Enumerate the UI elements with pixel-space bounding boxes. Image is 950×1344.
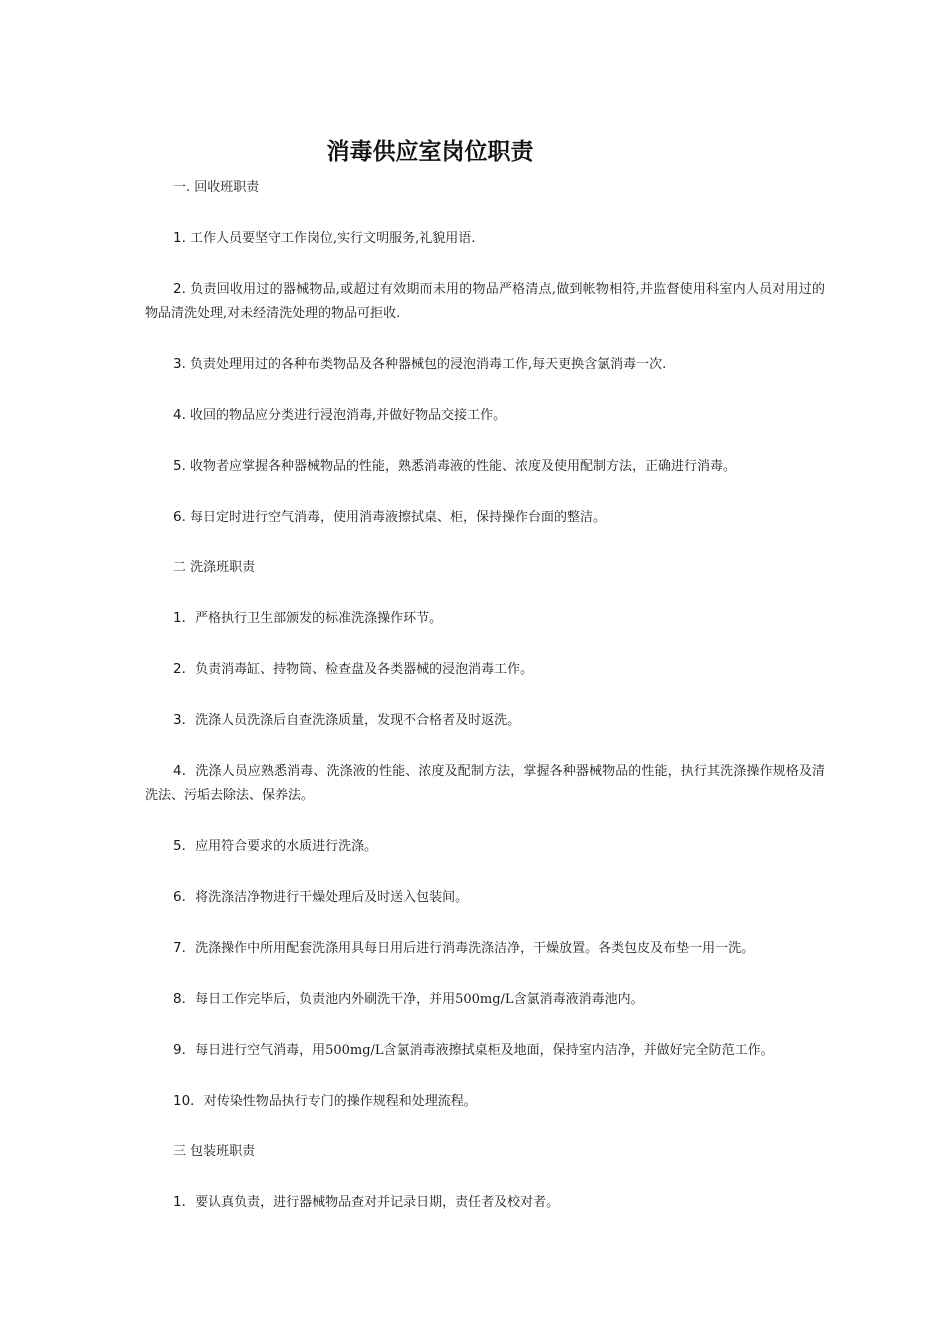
item-text: 严格执行卫生部颁发的标准洗涤操作环节。 <box>195 611 443 626</box>
duty-item <box>145 759 825 808</box>
item-text: 洗涤人员应熟悉消毒、洗涤液的性能、浓度及配制方法，掌握各种器械物品的性能，执行其洗涤操作规格及清洗法、污垢去除法、保养法。 <box>145 764 825 803</box>
duty-item <box>145 885 825 910</box>
item-number: 6． <box>173 889 196 905</box>
item-number: 4. <box>173 407 186 423</box>
item-number: 6. <box>173 509 186 525</box>
document-title: 消毒供应室岗位职责 <box>326 138 534 165</box>
duty-item <box>145 454 825 479</box>
section-heading <box>145 176 825 200</box>
duty-item <box>145 403 825 428</box>
duty-item <box>145 708 825 733</box>
item-number: 2. <box>173 281 186 297</box>
item-number: 8． <box>173 991 196 1007</box>
duty-item <box>145 226 825 251</box>
item-text: 应用符合要求的水质进行洗涤。 <box>195 839 378 854</box>
item-text: 收物者应掌握各种器械物品的性能，熟悉消毒液的性能、浓度及使用配制方法，正确进行消毒。 <box>185 459 737 474</box>
duty-item <box>145 277 825 326</box>
item-number: 1． <box>173 610 196 626</box>
item-number: 7． <box>173 940 196 956</box>
duty-item <box>145 606 825 631</box>
item-text: 每日定时进行空气消毒，使用消毒液擦拭桌、柜，保持操作台面的整洁。 <box>185 510 607 525</box>
duty-item <box>145 505 825 530</box>
section-heading <box>145 1140 825 1164</box>
item-number: 5． <box>173 838 196 854</box>
item-text: 工作人员要坚守工作岗位,实行文明服务,礼貌用语. <box>185 231 476 246</box>
duty-item <box>145 936 825 961</box>
item-text: 每日工作完毕后，负责池内外刷洗干净，并用500mg/L含氯消毒液消毒池内。 <box>195 992 644 1007</box>
item-text: 每日进行空气消毒，用500mg/L含氯消毒液擦拭桌柜及地面，保持室内洁净，并做好完全防范工作。 <box>195 1043 774 1058</box>
duty-item <box>145 1038 825 1063</box>
item-number: 3. <box>173 356 186 372</box>
item-text: 负责处理用过的各种布类物品及各种器械包的浸泡消毒工作,每天更换含氯消毒一次. <box>185 357 667 372</box>
item-text: 洗涤操作中所用配套洗涤用具每日用后进行消毒洗涤洁净，干燥放置。各类包皮及布垫一用一洗。 <box>195 941 755 956</box>
item-number: 10． <box>173 1093 204 1109</box>
item-number: 2． <box>173 661 196 677</box>
duty-item <box>145 1089 825 1114</box>
item-number: 4． <box>173 763 196 779</box>
item-text: 要认真负责，进行器械物品查对并记录日期，责任者及校对者。 <box>195 1195 560 1210</box>
duty-item <box>145 834 825 859</box>
item-text: 收回的物品应分类进行浸泡消毒,并做好物品交接工作。 <box>185 408 507 423</box>
duty-item <box>145 352 825 377</box>
item-number: 3． <box>173 712 196 728</box>
section-heading-text: 一. 回收班职责 <box>173 180 260 195</box>
item-text: 洗涤人员洗涤后自查洗涤质量，发现不合格者及时返洗。 <box>195 713 521 728</box>
item-text: 对传染性物品执行专门的操作规程和处理流程。 <box>203 1094 477 1109</box>
section-heading <box>145 556 825 580</box>
duty-item <box>145 657 825 682</box>
item-number: 1． <box>173 1194 196 1210</box>
document-body <box>145 176 825 1241</box>
item-number: 1. <box>173 230 186 246</box>
item-text: 将洗涤洁净物进行干燥处理后及时送入包装间。 <box>195 890 469 905</box>
item-text: 负责消毒缸、持物筒、检查盘及各类器械的浸泡消毒工作。 <box>195 662 534 677</box>
item-text: 负责回收用过的器械物品,或超过有效期而未用的物品严格清点,做到帐物相符,并监督使用科室内人员对用过的物品清洗处理,对未经清洗处理的物品可拒收. <box>145 282 825 321</box>
duty-item <box>145 987 825 1012</box>
item-number: 9． <box>173 1042 196 1058</box>
duty-item <box>145 1190 825 1215</box>
item-number: 5. <box>173 458 186 474</box>
section-heading-text: 三 包装班职责 <box>173 1144 256 1159</box>
section-heading-text: 二 洗涤班职责 <box>173 560 256 575</box>
